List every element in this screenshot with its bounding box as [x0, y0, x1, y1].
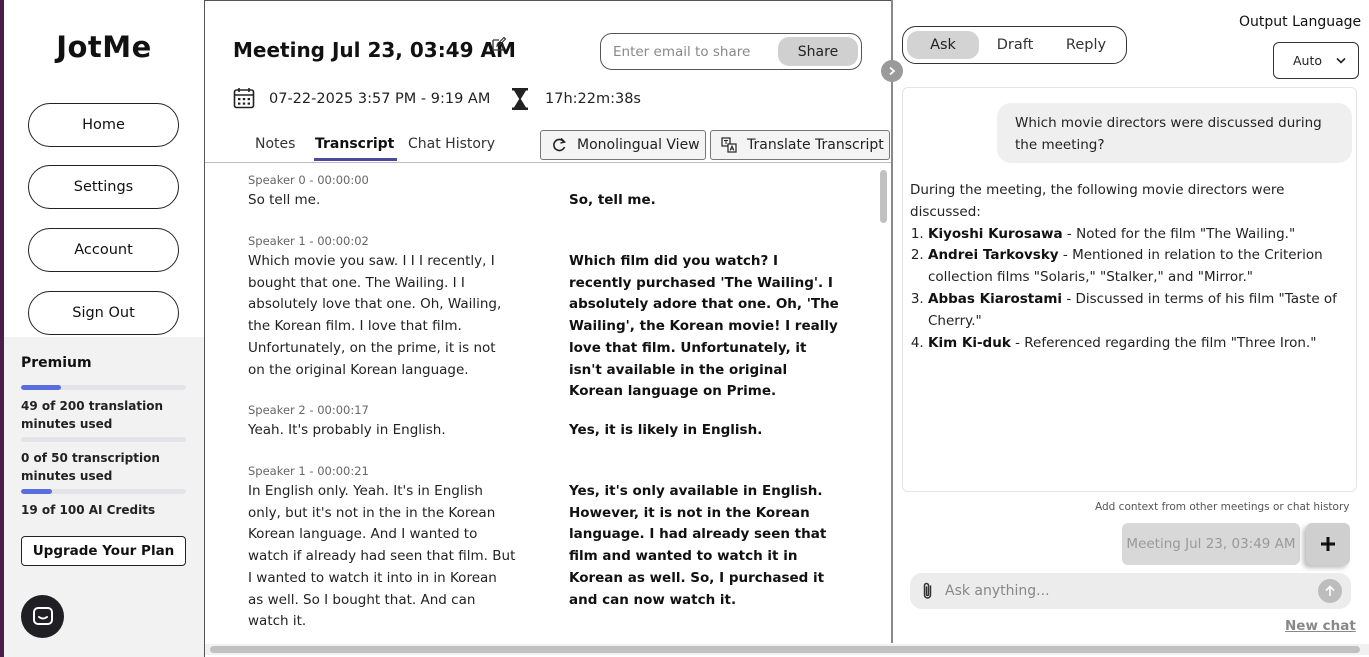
director-detail: - Discussed in terms of his film "Taste of Cherry."	[928, 290, 1337, 329]
upgrade-plan-button[interactable]: Upgrade Your Plan	[21, 536, 186, 566]
share-box	[600, 33, 862, 70]
edit-icon[interactable]	[491, 36, 507, 52]
assistant-answer	[910, 180, 1355, 354]
arrow-up-icon	[1324, 585, 1336, 597]
director-name: Andrei Tarkovsky	[928, 247, 1059, 264]
transcript-scrollbar[interactable]	[880, 170, 887, 223]
panel-divider[interactable]	[891, 0, 893, 643]
ask-box	[910, 573, 1351, 609]
credits-usage-bar	[21, 489, 186, 494]
translate-transcript-button[interactable]	[710, 130, 890, 160]
nav-sign-out-button[interactable]: Sign Out	[28, 291, 179, 335]
share-email-input[interactable]	[613, 42, 773, 62]
refresh-icon	[551, 137, 567, 153]
app-logo: JotMe	[56, 30, 152, 64]
send-button[interactable]	[1318, 579, 1342, 603]
credits-usage-text: 19 of 100 AI Credits	[21, 503, 156, 517]
transcription-usage-text: 0 of 50 transcription minutes used	[21, 451, 160, 483]
nav-home-button[interactable]: Home	[28, 103, 179, 147]
translate-transcript-label: Translate Transcript	[747, 137, 884, 153]
tab-chat-history[interactable]: Chat History	[408, 136, 495, 152]
ask-input[interactable]	[945, 580, 1305, 602]
plan-name: Premium	[21, 355, 92, 371]
meeting-date-range: 07-22-2025 3:57 PM - 9:19 AM	[269, 91, 491, 107]
segment-translated-text: Yes, it is likely in English.	[569, 422, 763, 438]
nav-settings-button[interactable]: Settings	[28, 165, 179, 209]
answer-list	[910, 224, 1355, 355]
answer-item	[928, 289, 1355, 333]
credits-usage-fill	[21, 489, 52, 494]
assistant-mode-switch	[902, 26, 1127, 64]
mode-ask[interactable]: Ask	[907, 31, 979, 59]
segment-speaker: Speaker 1 - 00:00:02	[248, 234, 369, 248]
output-language-value: Auto	[1293, 53, 1323, 68]
hourglass-icon	[511, 87, 529, 111]
support-chat-button[interactable]	[21, 595, 64, 638]
tab-notes[interactable]: Notes	[255, 136, 296, 152]
tab-transcript[interactable]: Transcript	[315, 136, 395, 152]
segment-translated-text: Yes, it's only available in English. However, it is not in the Korean language. I had already seen that film and wanted to watch it in Korean as well. So, I purchased it and can now watch it.	[569, 483, 827, 608]
segment-translated-text: Which film did you watch? I recently purchased 'The Wailing'. I absolutely adore that one. Oh, 'The Wailing', the Korean movie! I really love that film. Unfortunately, it isn't available in the original Korean language on Prime.	[569, 253, 839, 400]
translation-usage-fill	[21, 385, 61, 390]
context-label: Add context from other meetings or chat history	[1095, 501, 1350, 513]
director-detail: - Mentioned in relation to the Criterion collection films "Solaris," "Stalker," and "Mirror."	[928, 247, 1323, 286]
segment-translated-text: So, tell me.	[569, 192, 656, 208]
main-top-border	[204, 0, 892, 1]
segment-original-text: In English only. Yeah. It's in English only, but it's not in the in the Korean Korean language. And I wanted to watch if already had seen that film. But I wanted to watch it into in in Korean as well. So I bought that. And can watch it.	[248, 483, 516, 630]
translation-usage-bar	[21, 385, 186, 390]
director-name: Kim Ki-duk	[928, 334, 1011, 351]
monolingual-view-button[interactable]	[540, 130, 706, 160]
segment-original-text: Which movie you saw. I I I recently, I bought that one. The Wailing. I I absolutely love that one. Oh, Wailing, the Korean film. I love that film. Unfortunately, on the prime, it is not on the original Korean language.	[248, 253, 502, 378]
translation-usage-text: 49 of 200 translation minutes used	[21, 399, 164, 431]
new-chat-link[interactable]: New chat	[1285, 618, 1356, 634]
horizontal-scrollbar[interactable]	[210, 646, 1360, 653]
output-language-select[interactable]	[1273, 42, 1359, 79]
director-name: Abbas Kiarostami	[928, 290, 1063, 307]
output-language-label: Output Language	[1239, 14, 1362, 30]
paperclip-icon[interactable]	[920, 581, 936, 601]
segment-original-text: Yeah. It's probably in English.	[248, 422, 446, 438]
director-name: Kiyoshi Kurosawa	[928, 225, 1063, 242]
add-context-button[interactable]	[1306, 523, 1350, 565]
share-button[interactable]: Share	[778, 37, 858, 66]
director-detail: - Noted for the film "The Wailing."	[1062, 225, 1296, 242]
segment-original-text: So tell me.	[248, 192, 321, 208]
segment-speaker: Speaker 0 - 00:00:00	[248, 173, 369, 187]
answer-intro: During the meeting, the following movie directors were discussed:	[910, 182, 1285, 220]
answer-item	[928, 224, 1355, 246]
collapse-panel-button[interactable]	[881, 60, 903, 82]
answer-item	[928, 333, 1355, 355]
transcription-usage-bar	[21, 437, 186, 442]
segment-speaker: Speaker 1 - 00:00:21	[248, 464, 369, 478]
meeting-title: Meeting Jul 23, 03:49 AM	[233, 38, 516, 62]
answer-item	[928, 245, 1355, 289]
meeting-duration: 17h:22m:38s	[545, 91, 641, 107]
director-detail: - Referenced regarding the film "Three Iron."	[1010, 334, 1317, 351]
chevron-right-icon	[887, 66, 897, 76]
active-tab-indicator	[314, 158, 397, 161]
chevron-down-icon	[1336, 57, 1346, 65]
tabs-divider	[205, 162, 891, 163]
transcript-list	[205, 164, 879, 640]
plan-panel	[4, 337, 204, 657]
mode-draft[interactable]: Draft	[996, 37, 1034, 53]
nav-account-button[interactable]: Account	[28, 228, 179, 272]
chat-bubble-icon	[32, 606, 54, 628]
monolingual-view-label: Monolingual View	[577, 137, 700, 153]
translate-icon	[721, 137, 737, 153]
segment-speaker: Speaker 2 - 00:00:17	[248, 403, 369, 417]
calendar-icon	[233, 87, 255, 109]
user-message: Which movie directors were discussed during the meeting?	[997, 103, 1352, 163]
plus-icon	[1319, 535, 1337, 553]
context-chip[interactable]: Meeting Jul 23, 03:49 AM	[1122, 523, 1300, 565]
mode-reply[interactable]: Reply	[1065, 37, 1107, 53]
